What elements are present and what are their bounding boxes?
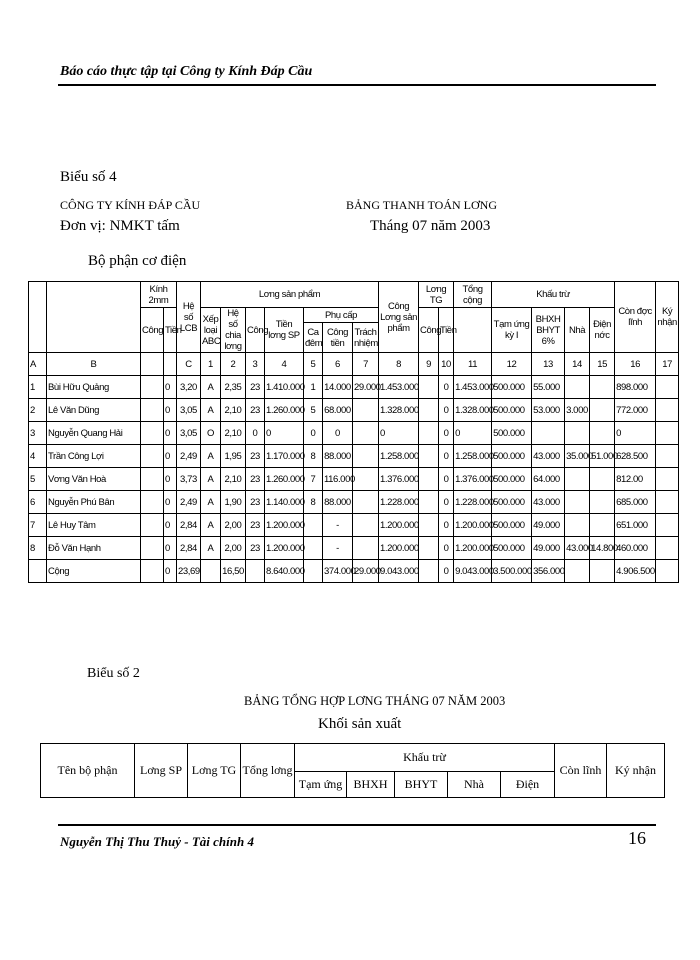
table-cell: 23 [246,445,265,468]
table-cell: 651.000 [615,514,656,537]
table-cell [304,514,323,537]
table-cell: A [201,537,221,560]
table-cell [565,560,590,583]
table-cell: 9.043.000 [454,560,492,583]
table-cell [656,514,679,537]
table-cell [353,491,379,514]
table-cell: 0 [164,491,177,514]
table-cell: A [201,468,221,491]
table-cell [565,468,590,491]
hdr-dien-nuoc: Điện nớc [590,308,615,353]
table-cell: 68.000 [323,399,353,422]
table-cell: 1.328.000 [379,399,419,422]
hdr-luong-san-pham: Lơng sản phẩm [201,282,379,308]
index-cell: 2 [221,353,246,376]
table-cell: 0 [439,422,454,445]
hdr-bhxh-bhyt: BHXH BHYT 6% [532,308,565,353]
table-cell: 2,84 [177,514,201,537]
sum-bhxh: BHXH [347,772,395,798]
table-cell [419,537,439,560]
table-cell: 3.000 [565,399,590,422]
table-cell [141,399,164,422]
table-cell: 43.000 [532,491,565,514]
table-cell [141,514,164,537]
hdr-cong-tien: Công tiền [323,323,353,353]
company-name: CÔNG TY KÍNH ĐÁP CẦU [60,198,201,212]
table-cell [656,422,679,445]
table-cell: 2,00 [221,537,246,560]
index-cell: A [29,353,47,376]
summary-title: BẢNG TỔNG HỢP LƠNG THÁNG 07 NĂM 2003 [244,694,506,708]
table-cell: Bùi Hữu Quảng [47,376,141,399]
table-cell: 500.000 [492,514,532,537]
payroll-body [29,353,679,583]
table-cell: 8 [304,491,323,514]
hdr-blank-b [47,282,141,353]
table-cell: 14.000 [323,376,353,399]
report-header: Báo cáo thực tập tại Công ty Kính Đáp Cầu [60,64,313,79]
hdr-con-duoc-linh: Còn đợc lĩnh [615,282,656,353]
table-cell [201,560,221,583]
table-row [29,445,679,468]
table-cell: 23 [246,376,265,399]
table-cell: 0 [164,468,177,491]
table-cell: 374.000 [323,560,353,583]
table-cell: 7 [29,514,47,537]
table-cell [656,399,679,422]
hdr-he-so-lcb: Hệ số LCB [177,282,201,353]
table-cell [141,445,164,468]
table-cell: 500.000 [492,376,532,399]
form2-label: Biểu số 2 [87,666,140,681]
table-cell: 23,69 [177,560,201,583]
table-cell: 1.410.000 [265,376,304,399]
table-cell: A [201,445,221,468]
table-cell: Cộng [47,560,141,583]
table-cell: 29.000 [353,376,379,399]
hdr-tong-cong: Tổng cộng [454,282,492,308]
sum-nha: Nhà [448,772,501,798]
table-cell [565,491,590,514]
table-cell [419,514,439,537]
table-cell: 23 [246,399,265,422]
table-cell: 460.000 [615,537,656,560]
table-cell [590,422,615,445]
payroll-title: BẢNG THANH TOÁN LƠNG [346,198,498,212]
table-cell: 23 [246,537,265,560]
table-cell: 0 [246,422,265,445]
table-cell: 3 [29,422,47,445]
table-cell [304,560,323,583]
sum-luong-sp: Lơng SP [135,744,188,798]
table-cell [304,537,323,560]
table-cell: 2,35 [221,376,246,399]
table-cell: 1.200.000 [265,537,304,560]
hdr-sp-cong: Công [246,308,265,353]
hdr-trach-nhiem: Trách nhiệm [353,323,379,353]
table-cell [353,468,379,491]
table-cell: A [201,491,221,514]
sum-ten-bo-phan: Tên bộ phận [41,744,135,798]
hdr-tien-luong-sp: Tiền lơng SP [265,308,304,353]
sum-khau-tru: Khấu trừ [295,744,555,772]
index-cell: 15 [590,353,615,376]
table-cell [656,491,679,514]
table-cell: 1.260.000 [265,468,304,491]
table-cell: 1.328.000 [454,399,492,422]
table-cell [141,468,164,491]
table-cell [353,537,379,560]
index-cell: 11 [454,353,492,376]
sum-tong-luong: Tổng lơng [241,744,295,798]
table-cell: 1.260.000 [265,399,304,422]
table-cell: 0 [439,399,454,422]
table-cell: 23 [246,514,265,537]
table-cell: Lê Huy Tâm [47,514,141,537]
table-cell: 8 [29,537,47,560]
table-cell: A [201,376,221,399]
table-cell: 16,50 [221,560,246,583]
table-cell: 0 [439,560,454,583]
table-cell: 3,05 [177,422,201,445]
table-cell: 1.140.000 [265,491,304,514]
table-cell [590,468,615,491]
index-row [29,353,679,376]
table-cell [590,491,615,514]
hdr-xep-loai: Xếp loại ABC [201,308,221,353]
table-cell [590,376,615,399]
index-cell: 17 [656,353,679,376]
summary-table [40,743,665,798]
table-cell: 0 [164,376,177,399]
table-cell: 1,95 [221,445,246,468]
table-cell: 1.200.000 [379,514,419,537]
table-cell: 1.200.000 [454,514,492,537]
table-cell: 51.000 [590,445,615,468]
table-cell: 116.000 [323,468,353,491]
index-cell: 10 [439,353,454,376]
hdr-kinh-tien: Tiền [164,308,177,353]
table-cell: 88.000 [323,491,353,514]
table-cell [141,560,164,583]
index-cell: 4 [265,353,304,376]
table-row [29,491,679,514]
table-cell [353,399,379,422]
table-cell: 1.453.000 [454,376,492,399]
table-cell: 0 [304,422,323,445]
table-cell: 2,00 [221,514,246,537]
index-cell: 9 [419,353,439,376]
index-cell: C [177,353,201,376]
table-cell: 1.258.000 [454,445,492,468]
table-cell: 1,90 [221,491,246,514]
sum-luong-tg: Lơng TG [188,744,241,798]
table-cell [419,491,439,514]
table-cell: 500.000 [492,491,532,514]
table-cell: 812.00 [615,468,656,491]
table-cell: Nguyễn Quang Hải [47,422,141,445]
sum-bhyt: BHYT [395,772,448,798]
index-cell: 16 [615,353,656,376]
table-cell: 772.000 [615,399,656,422]
table-cell [565,422,590,445]
table-cell: 3,20 [177,376,201,399]
table-cell: 898.000 [615,376,656,399]
footer-author: Nguyễn Thị Thu Thuỷ - Tài chính 4 [60,834,254,849]
table-cell [565,376,590,399]
table-row [29,468,679,491]
table-cell: 49.000 [532,514,565,537]
table-cell: 7 [304,468,323,491]
table-cell: 8.640.000 [265,560,304,583]
hdr-tong-blank [454,308,492,353]
page-number: 16 [628,828,646,848]
form1-label: Biểu số 4 [60,169,117,185]
table-cell [656,560,679,583]
hdr-ky-nhan: Ký nhận [656,282,679,353]
table-row [29,422,679,445]
index-cell: B [47,353,141,376]
table-cell: 500.000 [492,468,532,491]
table-cell: 1.258.000 [379,445,419,468]
table-cell: 53.000 [532,399,565,422]
table-cell: 2,49 [177,491,201,514]
table-cell: 1.228.000 [454,491,492,514]
hdr-nha: Nhà [565,308,590,353]
table-cell: 0 [164,445,177,468]
payroll-table [28,281,679,583]
table-cell: 6 [29,491,47,514]
table-cell [353,514,379,537]
table-cell: 0 [164,422,177,445]
sum-ky-nhan: Ký nhận [607,744,665,798]
table-cell: 3,05 [177,399,201,422]
table-cell [532,422,565,445]
table-cell: 628.500 [615,445,656,468]
table-cell: 1.376.000 [454,468,492,491]
footer-divider [58,824,656,826]
table-cell: Lê Văn Dũng [47,399,141,422]
table-cell: 356.000 [532,560,565,583]
table-cell: 64.000 [532,468,565,491]
table-cell: 4 [29,445,47,468]
table-cell [656,376,679,399]
index-cell: 12 [492,353,532,376]
sum-con-linh: Còn lĩnh [555,744,607,798]
table-cell: - [323,537,353,560]
hdr-kinh2mm: Kính 2mm [141,282,177,308]
table-cell: 1.200.000 [454,537,492,560]
sum-tam-ung: Tạm ứng [295,772,347,798]
hdr-phu-cap: Phụ cấp [304,308,379,323]
table-cell: 0 [439,491,454,514]
hdr-khau-tru: Khấu trừ [492,282,615,308]
hdr-blank-a [29,282,47,353]
table-cell: - [323,514,353,537]
table-cell: 0 [439,445,454,468]
table-cell [419,468,439,491]
table-row [29,537,679,560]
table-cell [419,560,439,583]
table-cell [590,514,615,537]
table-cell: Trần Công Lợi [47,445,141,468]
table-cell: 0 [615,422,656,445]
unit-name: Đơn vị: NMKT tấm [60,218,180,234]
payroll-period: Tháng 07 năm 2003 [370,218,491,234]
table-cell: 2,84 [177,537,201,560]
table-cell: 1.200.000 [265,514,304,537]
hdr-tam-ung: Tạm ứng kỳ I [492,308,532,353]
index-cell: 5 [304,353,323,376]
index-cell: 1 [201,353,221,376]
table-cell: 35.000 [565,445,590,468]
table-cell: 0 [454,422,492,445]
hdr-luong-tg: Lơng TG [419,282,454,308]
hdr-tg-tien: Tiền [439,308,454,353]
department-name: Bộ phận cơ điện [88,253,187,269]
table-cell: 43.000 [565,537,590,560]
table-row [29,399,679,422]
table-cell: 0 [439,514,454,537]
table-cell: 1.200.000 [379,537,419,560]
table-cell [141,422,164,445]
table-cell: 0 [439,376,454,399]
header-divider [58,84,656,86]
table-cell [141,537,164,560]
table-cell: 1.228.000 [379,491,419,514]
table-cell: 23 [246,491,265,514]
sum-dien: Điện [501,772,555,798]
table-cell: 1.170.000 [265,445,304,468]
table-cell: 43.000 [532,445,565,468]
index-cell: 14 [565,353,590,376]
table-cell [590,560,615,583]
table-cell: 0 [265,422,304,445]
table-cell: 0 [439,468,454,491]
table-cell [565,514,590,537]
summary-subtitle: Khối sản xuất [318,716,402,732]
table-cell: 2,10 [221,399,246,422]
index-cell [164,353,177,376]
table-cell: 500.000 [492,537,532,560]
table-cell: 0 [164,537,177,560]
table-cell [656,537,679,560]
table-cell: 88.000 [323,445,353,468]
table-cell: 2,10 [221,422,246,445]
table-cell [353,422,379,445]
table-cell: 3,73 [177,468,201,491]
table-row [29,376,679,399]
table-cell: 500.000 [492,399,532,422]
table-cell: 0 [164,399,177,422]
table-cell: 1 [304,376,323,399]
table-cell [141,376,164,399]
table-cell: 0 [164,514,177,537]
table-cell: 9.043.000 [379,560,419,583]
table-cell: 2 [29,399,47,422]
table-cell: Nguyễn Phú Bân [47,491,141,514]
table-cell: 5 [29,468,47,491]
table-cell [590,399,615,422]
table-cell: 3.500.000 [492,560,532,583]
hdr-he-so-chia: Hệ số chia lơng [221,308,246,353]
table-cell [419,376,439,399]
table-cell: 14.800 [590,537,615,560]
table-cell: 0 [323,422,353,445]
table-cell: A [201,514,221,537]
table-cell [656,468,679,491]
table-cell: Đỗ Văn Hạnh [47,537,141,560]
table-cell: 0 [379,422,419,445]
table-cell: 0 [439,537,454,560]
table-cell: 5 [304,399,323,422]
table-cell: 55.000 [532,376,565,399]
table-row [29,560,679,583]
hdr-kinh-cong: Công [141,308,164,353]
table-cell: 500.000 [492,445,532,468]
table-cell [419,399,439,422]
table-cell: 2,10 [221,468,246,491]
table-cell: 29.000 [353,560,379,583]
table-cell [419,422,439,445]
index-cell: 8 [379,353,419,376]
index-cell [141,353,164,376]
table-cell [419,445,439,468]
table-cell: 23 [246,468,265,491]
hdr-cong-luong-sp: Công Lơng sản phẩm [379,282,419,353]
table-cell: 2,49 [177,445,201,468]
index-cell: 7 [353,353,379,376]
index-cell: 13 [532,353,565,376]
table-cell [353,445,379,468]
table-cell [246,560,265,583]
table-cell: 685.000 [615,491,656,514]
table-cell: 0 [164,560,177,583]
table-cell: 1.376.000 [379,468,419,491]
table-cell: 8 [304,445,323,468]
table-cell: 4.906.500 [615,560,656,583]
table-cell: 500.000 [492,422,532,445]
table-cell: 1.453.000 [379,376,419,399]
table-cell [29,560,47,583]
table-cell [656,445,679,468]
table-cell [141,491,164,514]
table-cell: O [201,422,221,445]
hdr-ca-dem: Ca đêm [304,323,323,353]
hdr-tg-cong: Công [419,308,439,353]
index-cell: 3 [246,353,265,376]
index-cell: 6 [323,353,353,376]
table-cell: Vơng Văn Hoà [47,468,141,491]
table-row [29,514,679,537]
table-cell: 1 [29,376,47,399]
table-cell: A [201,399,221,422]
table-cell: 49.000 [532,537,565,560]
